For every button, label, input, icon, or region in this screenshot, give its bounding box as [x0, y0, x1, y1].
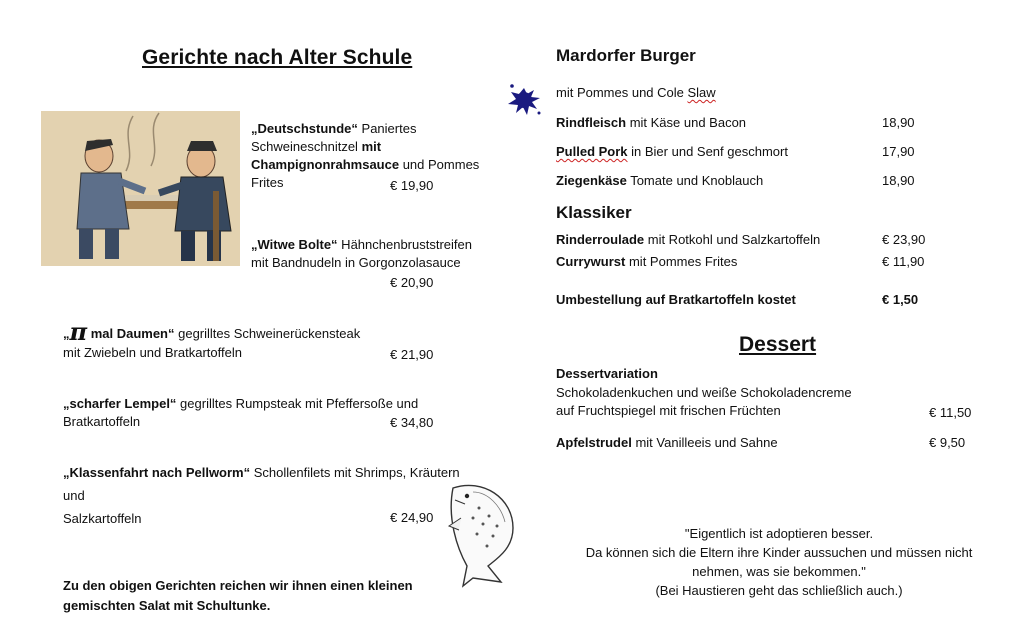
dish-deutschstunde: [251, 121, 479, 190]
burger-item: [556, 144, 788, 159]
dish-desc-bold: Champignonrahmsauce: [251, 157, 400, 172]
quote-line: "Eigentlich ist adoptieren besser.: [684, 526, 874, 541]
item-desc: mit Pommes Frites: [625, 254, 738, 269]
dish-desc: Paniertes: [357, 121, 417, 136]
item-desc: mit Vanilleeis und Sahne: [631, 435, 778, 450]
item-desc: mit Rotkohl und Salzkartoffeln: [644, 232, 821, 247]
salad-line: Zu den obigen Gerichten reichen wir ihnen einen kleinen: [63, 578, 413, 593]
item-name: Rindfleisch: [556, 115, 627, 130]
quote-line: Da können sich die Eltern ihre Kinder aussuchen und müssen nicht: [585, 545, 973, 560]
dish-price: € 24,90: [390, 510, 434, 525]
item-desc: mit Käse und Bacon: [626, 115, 747, 130]
dish-price: € 20,90: [390, 275, 434, 290]
item-name: Rinderroulade: [556, 232, 645, 247]
dessert-item: [556, 366, 852, 418]
klassiker-item: [556, 254, 737, 269]
burger-item: [556, 115, 746, 130]
salad-line: gemischten Salat mit Schultunke.: [63, 598, 271, 613]
dish-name: „scharfer Lempel“: [63, 396, 177, 411]
burger-subtitle-word: Slaw: [687, 85, 716, 100]
item-price: € 11,50: [929, 405, 972, 420]
burger-item: [556, 173, 763, 188]
item-name: Pulled Pork: [556, 144, 628, 159]
item-desc: Schokoladenkuchen und weiße Schokoladencreme: [556, 385, 852, 400]
item-price: 17,90: [882, 144, 915, 159]
quote-line: (Bei Haustieren geht das schließlich auch.): [655, 583, 903, 598]
dish-name: „Klassenfahrt nach Pellworm“: [63, 465, 251, 480]
dish-price: € 21,90: [390, 347, 434, 362]
item-name: Currywurst: [556, 254, 626, 269]
dish-desc: Schweineschnitzel: [251, 139, 362, 154]
fish-drawing-icon: [443, 478, 521, 588]
section-title-burger: Mardorfer Burger: [556, 46, 696, 65]
ink-splash-icon: [504, 80, 544, 120]
burger-subtitle: [556, 85, 716, 100]
dish-desc: mit Bandnudeln in Gorgonzolasauce: [251, 255, 461, 270]
item-name: Ziegenkäse: [556, 173, 627, 188]
dish-desc: Salzkartoffeln: [63, 511, 142, 526]
dish-pi-mal-daumen: [63, 317, 361, 360]
item-price: 18,90: [882, 115, 915, 130]
dish-desc: Frites: [251, 175, 284, 190]
umbestellung-price: € 1,50: [882, 292, 919, 307]
item-desc: in Bier und Senf geschmort: [627, 144, 788, 159]
dish-desc-bold: mit: [361, 139, 382, 154]
dish-desc: gegrilltes Schweinerückensteak: [174, 326, 361, 341]
two-men-at-table-illustration: [41, 111, 240, 266]
dish-name: „Witwe Bolte“: [251, 237, 338, 252]
quote-line: nehmen, was sie bekommen.": [692, 564, 866, 579]
pi-symbol: π: [69, 317, 88, 346]
umbestellung-note: Umbestellung auf Bratkartoffeln kostet: [556, 292, 796, 307]
dish-name-quote: „: [63, 326, 70, 341]
dish-price: € 34,80: [390, 415, 434, 430]
dish-desc: Hähnchenbruststreifen: [337, 237, 472, 252]
dish-desc: mit Zwiebeln und Bratkartoffeln: [63, 345, 242, 360]
dish-desc: Bratkartoffeln: [63, 414, 141, 429]
item-price: € 9,50: [929, 435, 966, 450]
dish-desc: und: [63, 488, 85, 503]
salad-note: [63, 578, 413, 613]
section-title-dessert: Dessert: [739, 333, 817, 356]
dish-name: mal Daumen“: [87, 326, 175, 341]
burger-subtitle-text: mit Pommes und Cole: [556, 85, 688, 100]
item-desc: auf Fruchtspiegel mit frischen Früchten: [556, 403, 781, 418]
dish-desc: und Pommes: [399, 157, 480, 172]
dish-name: „Deutschstunde“: [251, 121, 358, 136]
item-desc: Tomate und Knoblauch: [626, 173, 764, 188]
item-name: Dessertvariation: [556, 366, 658, 381]
dish-scharfer-lempel: [63, 396, 418, 429]
section-title-klassiker: Klassiker: [556, 203, 632, 222]
item-price: 18,90: [882, 173, 915, 188]
item-price: € 23,90: [882, 232, 926, 247]
dish-desc: gegrilltes Rumpsteak mit Pfeffersoße und: [176, 396, 419, 411]
item-name: Apfelstrudel: [556, 435, 632, 450]
klassiker-item: [556, 232, 820, 247]
page-title-left: Gerichte nach Alter Schule: [142, 46, 413, 69]
dessert-item: [556, 435, 778, 450]
dish-desc: Schollenfilets mit Shrimps, Kräutern: [250, 465, 460, 480]
adoption-quote: [563, 524, 995, 600]
dish-price: € 19,90: [390, 178, 434, 193]
dish-witwe-bolte: [251, 237, 472, 270]
item-price: € 11,90: [882, 254, 925, 269]
